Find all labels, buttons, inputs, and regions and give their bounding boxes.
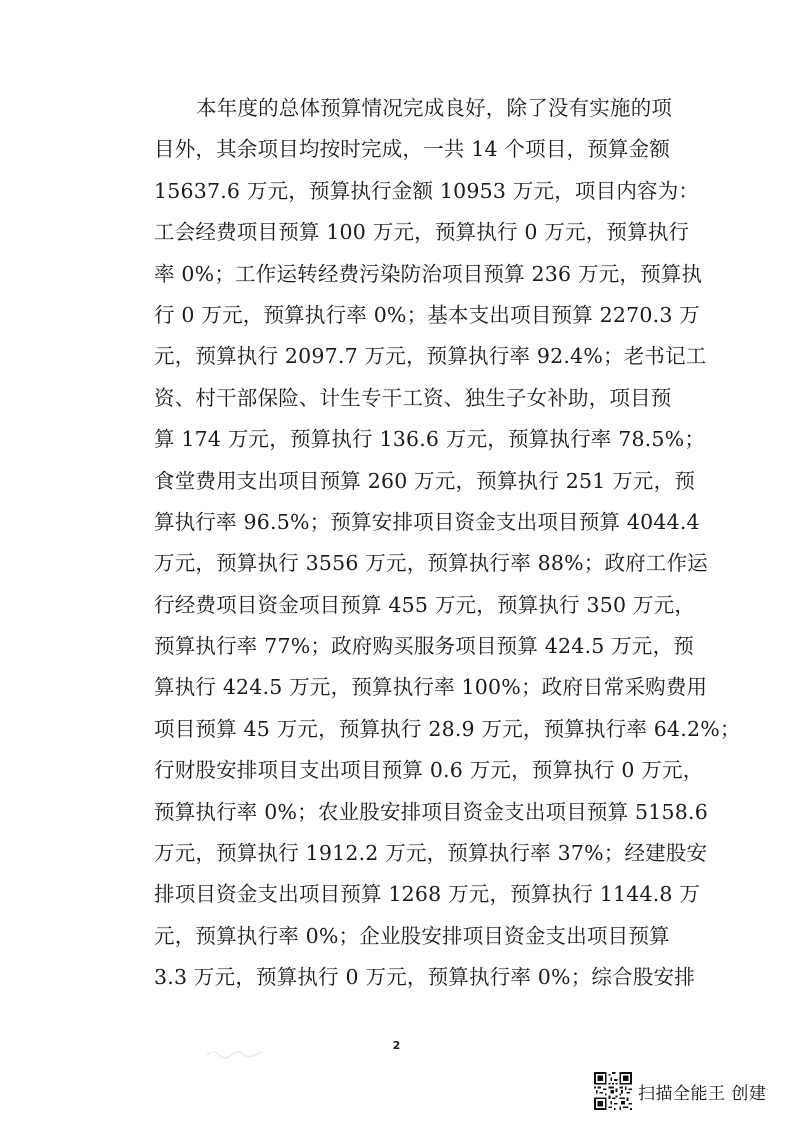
body-line: 算执行率 96.5%；预算安排项目资金支出项目预算 4044.4 xyxy=(154,509,700,534)
body-line: 预算执行率 0%；农业股安排项目资金支出项目预算 5158.6 xyxy=(154,799,708,824)
body-line: 本年度的总体预算情况完成良好，除了没有实施的项 xyxy=(196,96,673,120)
body-line: 目外，其余项目均按时完成，一共 14 个项目，预算金额 xyxy=(154,137,671,162)
body-line: 率 0%；工作运转经费污染防治项目预算 236 万元，预算执 xyxy=(154,261,703,286)
body-line: 算 174 万元，预算执行 136.6 万元，预算执行率 78.5%； xyxy=(154,427,706,452)
body-line: 食堂费用支出项目预算 260 万元，预算执行 251 万元，预 xyxy=(154,468,696,493)
body-line: 项目预算 45 万元，预算执行 28.9 万元，预算执行率 64.2%； xyxy=(154,716,741,741)
body-line: 万元，预算执行 3556 万元，预算执行率 88%；政府工作运 xyxy=(154,551,708,576)
body-line: 行 0 万元，预算执行率 0%；基本支出项目预算 2270.3 万 xyxy=(154,302,700,327)
body-line: 3.3 万元，预算执行 0 万元，预算执行率 0%；综合股安排 xyxy=(154,965,695,990)
scanner-watermark xyxy=(594,1071,766,1111)
body-line: 元，预算执行 2097.7 万元，预算执行率 92.4%；老书记工 xyxy=(154,344,707,369)
body-line: 15637.6 万元，预算执行金额 10953 万元，项目内容为： xyxy=(154,178,700,203)
body-line: 资、村干部保险、计生专干工资、独生子女补助，项目预 xyxy=(154,385,672,410)
body-line: 行财股安排项目支出项目预算 0.6 万元，预算执行 0 万元， xyxy=(154,758,704,783)
watermark-label: 扫描全能王 创建 xyxy=(638,1083,767,1104)
body-line: 工会经费项目预算 100 万元，预算执行 0 万元，预算执行 xyxy=(154,220,690,245)
body-line: 算执行 424.5 万元，预算执行率 100%；政府日常采购费用 xyxy=(154,675,708,700)
body-line: 行经费项目资金项目预算 455 万元，预算执行 350 万元， xyxy=(154,592,696,617)
body-line: 排项目资金支出项目预算 1268 万元，预算执行 1144.8 万 xyxy=(154,882,701,907)
body-line: 预算执行率 77%；政府购买服务项目预算 424.5 万元，预 xyxy=(154,634,694,659)
body-line: 元，预算执行率 0%；企业股安排项目资金支出项目预算 xyxy=(154,923,670,948)
body-line: 万元，预算执行 1912.2 万元，预算执行率 37%；经建股安 xyxy=(154,841,708,866)
qr-code-icon xyxy=(594,1072,632,1110)
body-paragraph xyxy=(154,88,741,999)
page-number: 2 xyxy=(392,1039,401,1052)
